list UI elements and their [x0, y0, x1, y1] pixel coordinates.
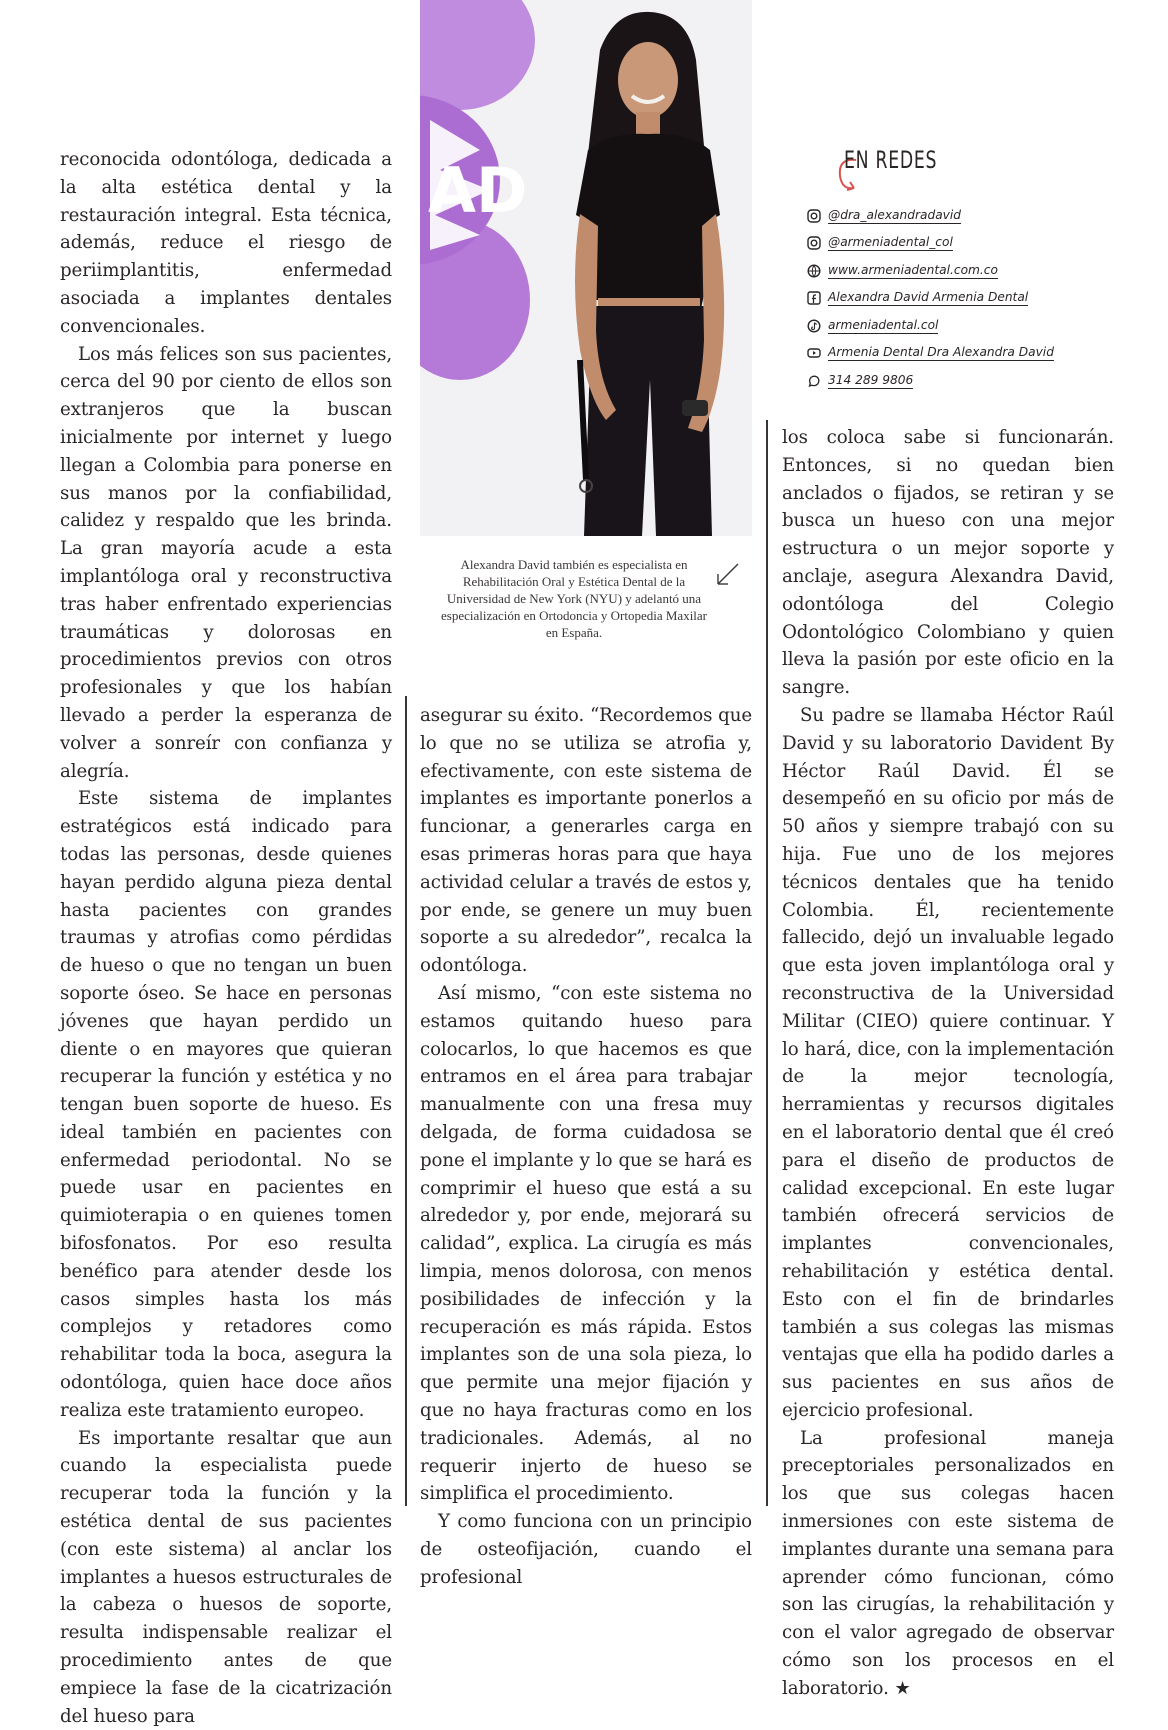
article-column-middle — [420, 702, 752, 1592]
social-handle: Armenia Dental Dra Alexandra David — [828, 345, 1054, 360]
social-link: www.armeniadental.com.co — [828, 262, 998, 277]
portrait-photo — [420, 0, 752, 536]
instagram-icon — [806, 236, 821, 251]
social-handle: Alexandra David Armenia Dental — [828, 290, 1029, 305]
social-item-whatsapp[interactable] — [806, 367, 1054, 395]
article-column-right — [782, 424, 1114, 1703]
social-item-tiktok[interactable] — [806, 312, 1054, 340]
paragraph: Los más felices son sus pacientes, cerca del 90 por ciento de ellos son extranjeros que la buscan inicialmente por internet y luego llegan a Colombia para ponerse en sus manos por la confiabilidad, calidez y respaldo que les brinda. La gran mayoría acude a esta implantóloga oral y reconstructiva tras haber enfrentado experiencias traumáticas y dolorosas en procedimientos previos con otros profesionales y que los habían llevado a perder la esperanza de volver a sonreír con confianza y alegría. — [60, 343, 392, 782]
social-handle: armeniadental.col — [828, 317, 939, 332]
youtube-icon — [806, 346, 821, 361]
photo-caption: Alexandra David también es especialista en Rehabilitación Oral y Estética Dental de la Universidad de New York (NYU) y adelantó una especialización en Ortodoncia y Ortopedia Maxilar en España. — [440, 557, 708, 640]
paragraph: reconocida odontóloga, dedicada a la alta estética dental y la restauración integral. Esta técnica, además, reduce el riesgo de periimplantitis, enfermedad asociada a implantes dentales convencionales. — [60, 149, 392, 337]
social-item-instagram[interactable] — [806, 230, 1054, 258]
article-column-left — [60, 146, 392, 1730]
web-icon — [806, 263, 821, 278]
social-phone: 314 289 9806 — [828, 372, 914, 387]
paragraph: Su padre se llamaba Héctor Raúl David y su laboratorio Davident By Héctor Raúl David. Él se desempeñó en su oficio por más de 50 años y siempre trabajó con su hija. Fue uno de los mejores técnicos dentales que ha tenido Colombia. Él, recientemente fallecido, dejó un invaluable legado que esta joven implantóloga oral y reconstructiva de la Universidad Militar (CIEO) quiere continuar. Y lo hará, dice, con la implementación de la mejor tecnología, herramientas y recursos digitales en el laboratorio dental que él creó para el diseño de productos de calidad excepcional. En este lugar también ofrecerá servicios de implantes convencionales, rehabilitación y estética dental. Esto con el fin de brindarles también a sus colegas las mismas ventajas que ella ha podido darles a sus pacientes en sus años de ejercicio profesional. — [782, 704, 1114, 1421]
paragraph-text: La profesional maneja preceptoriales personalizados en los que sus colegas hacen inmersiones con este sistema de implantes durante una semana para aprender cómo funcionan, cómo son las cirugías, la rehabilitación y con el valor agregado de observar cómo son los procesos en el laboratorio. — [782, 1427, 1114, 1699]
social-item-instagram[interactable] — [806, 202, 1054, 230]
paragraph: Así mismo, “con este sistema no estamos quitando hueso para colocarlos, lo que hacemos es que entramos en el área para trabajar manualmente con una fresa muy delgada, de forma cuidadosa se pone el implante y lo que se hará es comprimir el hueso que está a su alrededor y, por ende, mejorará su calidad”, explica. La cirugía es más limpia, menos dolorosa, con menos posibilidades de infección y la recuperación es más rápida. Estos implantes son de una sola pieza, lo que permite una mejor fijación y que no haya fracturas como en los tradicionales. Además, al no requerir injerto de hueso se simplifica el procedimiento. — [420, 982, 752, 1505]
backdrop-letters: AD — [428, 154, 528, 227]
social-item-web[interactable] — [806, 257, 1054, 285]
social-handle: @dra_alexandradavid — [828, 207, 962, 222]
social-list — [806, 202, 1054, 395]
arrow-down-left-icon — [712, 560, 740, 588]
social-handle: @armeniadental_col — [828, 235, 953, 250]
paragraph: Y como funciona con un principio de osteofijación, cuando el profesional — [420, 1511, 752, 1588]
column-divider — [766, 420, 768, 1506]
social-item-facebook[interactable] — [806, 285, 1054, 313]
social-title: EN REDES — [844, 146, 938, 174]
column-divider — [405, 696, 407, 1506]
paragraph: asegurar su éxito. “Recordemos que lo que no se utiliza se atrofia y, efectivamente, con este sistema de implantes es importante ponerlos a funcionar, a generarles carga en esas primeras horas para que haya actividad celular a través de estos y, por ende, se genere un muy buen soporte a su alrededor”, recalca la odontóloga. — [420, 705, 752, 977]
instagram-icon — [806, 208, 821, 223]
end-star-icon: ★ — [894, 1677, 911, 1699]
facebook-icon — [806, 291, 821, 306]
paragraph: los coloca sabe si funcionarán. Entonces, si no quedan bien anclados o fijados, se retiran y se busca un hueso con una mejor estructura o un mejor soporte y anclaje, asegura Alexandra David, odontóloga del Colegio Odontológico Colombiano y quien lleva la pasión por este oficio en la sangre. — [782, 427, 1114, 699]
social-item-youtube[interactable] — [806, 340, 1054, 368]
portrait-illustration — [420, 0, 752, 536]
paragraph: Es importante resaltar que aun cuando la especialista puede recuperar toda la función y la estética dental de sus pacientes (con este sistema) al anclar los implantes a huesos estructurales de la cabeza o huesos de soporte, resulta indispensable realizar el procedimiento antes de que empiece la fase de la cicatrización del hueso para — [60, 1427, 392, 1727]
tiktok-icon — [806, 318, 821, 333]
paragraph — [782, 1425, 1114, 1703]
whatsapp-icon — [806, 373, 821, 388]
paragraph: Este sistema de implantes estratégicos está indicado para todas las personas, desde quienes hayan perdido alguna pieza dental hasta pacientes con grandes traumas y atrofias como pérdidas de hueso o que no tengan un buen soporte óseo. Se hace en personas jóvenes que hayan perdido un diente o en mayores que quieran recuperar la función y estética y no tengan buen soporte de hueso. Es ideal también en pacientes con enfermedad periodontal. No se puede usar en pacientes en quimioterapia o en quienes tomen bifosfonatos. Por eso resulta benéfico para atender desde los casos simples hasta los más complejos y retadores como rehabilitar toda la boca, asegura la odontóloga, quien hace doce años realiza este tratamiento europeo. — [60, 788, 392, 1421]
